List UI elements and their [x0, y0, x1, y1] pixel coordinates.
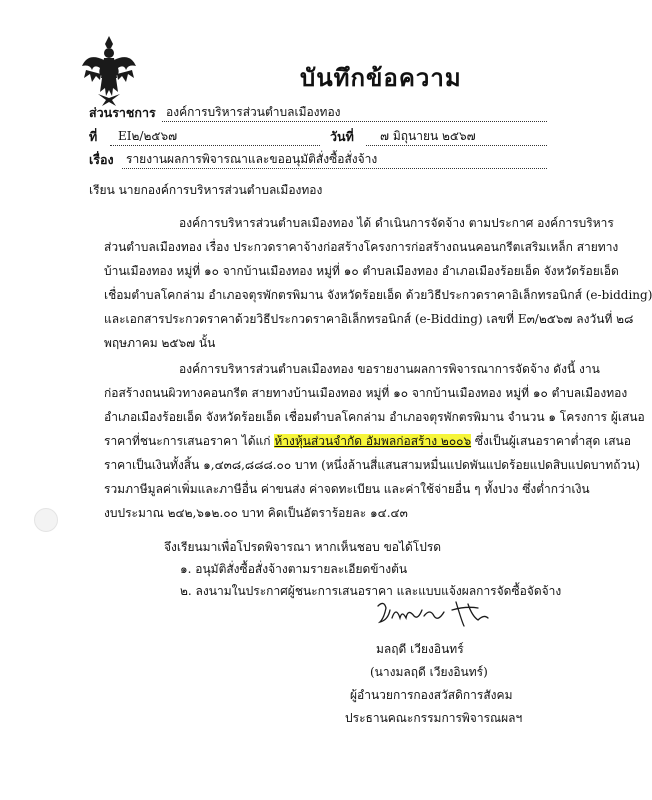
winner-intro: ราคาที่ชนะการเสนอราคา ได้แก่	[104, 434, 275, 448]
para2-line: งบประมาณ ๒๔๒,๖๑๒.๐๐ บาท คิดเป็นอัตราร้อยละ ๑๔.๔๓	[104, 506, 408, 520]
date-dotline	[366, 145, 547, 146]
para1-line: เชื่อมตำบลโคกล่าม อำเภอจตุรพักตรพิมาน จังหวัดร้อยเอ็ด ด้วยวิธีประกวดราคาอิเล็กทรอนิกส์ (e-bidding)	[104, 288, 652, 302]
agency-value: องค์การบริหารส่วนตำบลเมืองทอง	[166, 105, 341, 119]
closing-item-2: ๒. ลงนามในประกาศผู้ชนะการเสนอราคา และแบบแจ้งผลการจัดซื้อจัดจ้าง	[180, 584, 562, 598]
winner-name-highlight: ห้างหุ้นส่วนจำกัด อัมพลก่อสร้าง ๒๐๐๖	[274, 434, 472, 448]
subject-value: รายงานผลการพิจารณาและขออนุมัติสั่งซื้อสั่งจ้าง	[126, 152, 378, 166]
signer-full-name: (นางมลฤดี เวียงอินทร์)	[370, 665, 488, 679]
signer-role: ประธานคณะกรรมการพิจารณผลฯ	[345, 711, 523, 725]
para1-line: องค์การบริหารส่วนตำบลเมืองทอง ได้ ดำเนินการจัดจ้าง ตามประกาศ องค์การบริหาร	[179, 216, 614, 230]
winner-tail: ซึ่งเป็นผู้เสนอราคาต่ำสุด เสนอ	[471, 434, 631, 448]
para1-line: พฤษภาคม ๒๕๖๗ นั้น	[104, 336, 216, 350]
para2-winner-line	[104, 432, 631, 451]
closing-intro: จึงเรียนมาเพื่อโปรดพิจารณา หากเห็นชอบ ขอได้โปรด	[164, 540, 442, 554]
para2-line: รวมภาษีมูลค่าเพิ่มและภาษีอื่น ค่าขนส่ง ค่าจดทะเบียน และค่าใช้จ่ายอื่น ๆ ทั้งปวง ซึ่งต่ำกว่าเงิน	[104, 482, 590, 496]
agency-dotline	[162, 121, 547, 122]
punch-hole	[34, 508, 58, 532]
para2-line: อำเภอเมืองร้อยเอ็ด จังหวัดร้อยเอ็ด เชื่อมตำบลโคกล่าม อำเภอจตุรพักตรพิมาน จำนวน ๑ โครงการ ผู้เสนอ	[104, 410, 645, 424]
salutation: เรียน นายกองค์การบริหารส่วนตำบลเมืองทอง	[89, 183, 323, 197]
agency-label: ส่วนราชการ	[89, 105, 156, 120]
subject-dotline	[122, 168, 547, 169]
para2-line: ราคาเป็นเงินทั้งสิ้น ๑,๔๓๘,๘๘๘.๐๐ บาท (หนึ่งล้านสี่แสนสามหมื่นแปดพันแปดร้อยแปดสิบแปดบาทถ้วน)	[104, 458, 641, 472]
signer-name: มลฤดี เวียงอินทร์	[376, 642, 464, 656]
ref-value: EI๒/๒๕๖๗	[118, 129, 178, 143]
date-value: ๗ มิถุนายน ๒๕๖๗	[380, 129, 476, 143]
para2-line: ก่อสร้างถนนผิวทางคอนกรีต สายทางบ้านเมืองทอง หมู่ที่ ๑๐ จากบ้านเมืองทอง หมู่ที่ ๑๐ ตำบลเมืองทอง	[104, 386, 628, 400]
para1-line: และเอกสารประกวดราคาด้วยวิธีประกวดราคาอิเล็กทรอนิกส์ (e-Bidding) เลขที่ E๓/๒๕๖๗ ลงวันที่ ๒๘	[104, 312, 634, 326]
para1-line: บ้านเมืองทอง หมู่ที่ ๑๐ จากบ้านเมืองทอง หมู่ที่ ๑๐ ตำบลเมืองทอง อำเภอเมืองร้อยเอ็ด จังหวัดร้อยเอ็ด	[104, 264, 619, 278]
subject-label: เรื่อง	[89, 152, 114, 167]
ref-dotline	[110, 145, 320, 146]
date-label: วันที่	[330, 129, 354, 144]
garuda-emblem-icon	[80, 34, 138, 108]
signer-position: ผู้อำนวยการกองสวัสดิการสังคม	[350, 688, 513, 702]
handwritten-signature	[372, 596, 502, 630]
memo-title: บันทึกข้อความ	[300, 63, 462, 92]
ref-label: ที่	[89, 129, 98, 144]
closing-item-1: ๑. อนุมัติสั่งซื้อสั่งจ้างตามรายละเอียดข้างต้น	[180, 562, 408, 576]
para2-line: องค์การบริหารส่วนตำบลเมืองทอง ขอรายงานผลการพิจารณาการจัดจ้าง ดังนี้ งาน	[179, 362, 600, 376]
para1-line: ส่วนตำบลเมืองทอง เรื่อง ประกวดราคาจ้างก่อสร้างโครงการก่อสร้างถนนคอนกรีตเสริมเหล็ก สายทาง	[104, 240, 619, 254]
